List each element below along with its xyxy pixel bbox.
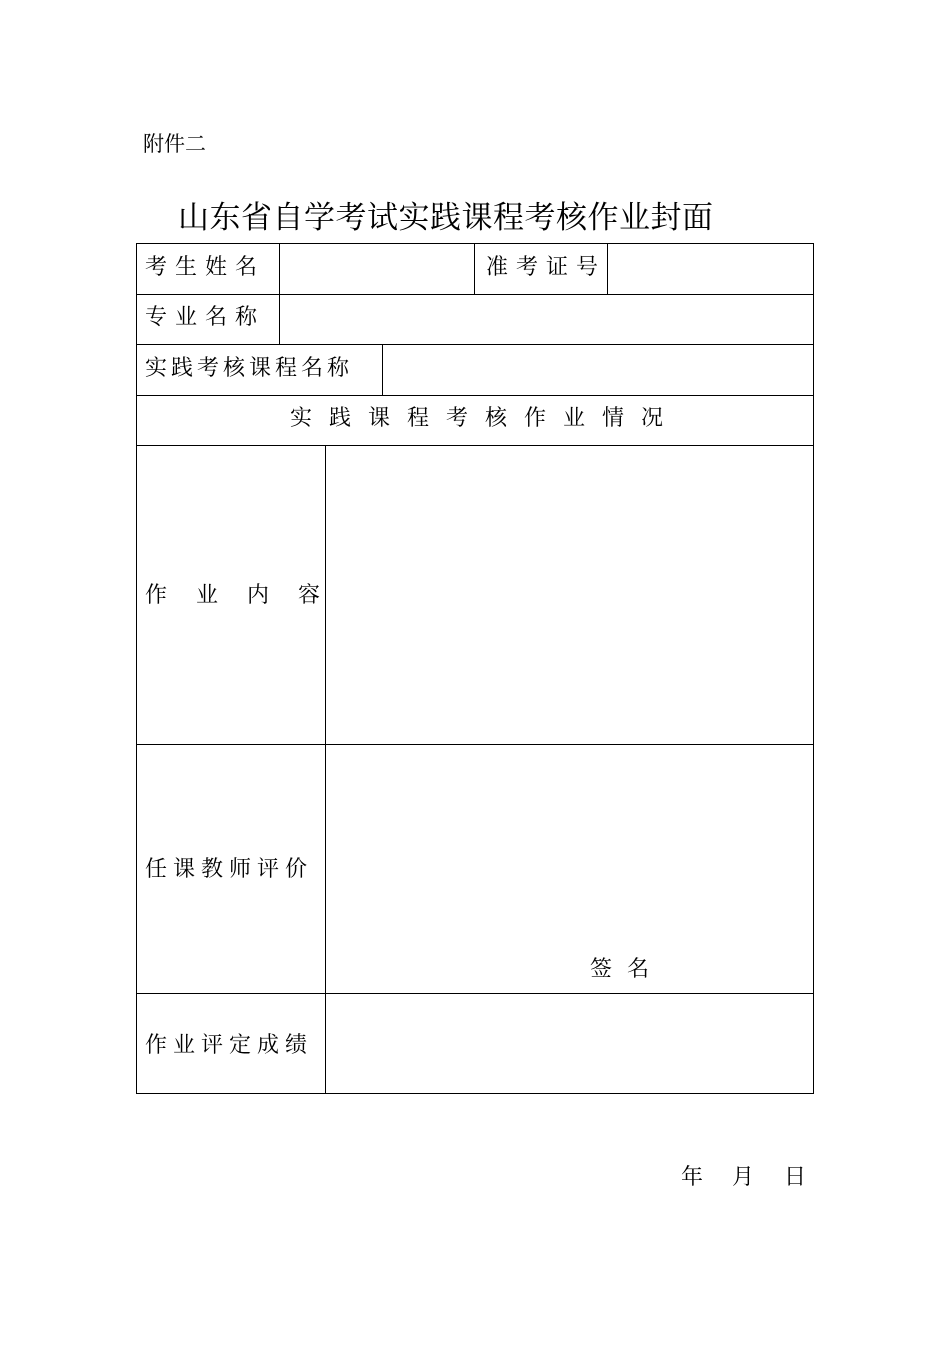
column-divider	[325, 445, 326, 1093]
row-divider	[137, 395, 813, 396]
exam-id-label: 准考证号	[486, 255, 607, 280]
row-divider	[137, 294, 813, 295]
signature-label: 签 名	[590, 957, 653, 982]
content-label: 作业内容	[145, 583, 350, 608]
cover-form	[136, 243, 814, 1094]
row-divider	[137, 445, 813, 446]
column-divider	[474, 244, 475, 294]
section-title: 实践课程考核作业情况	[290, 406, 681, 431]
column-divider	[279, 244, 280, 294]
row-divider	[137, 744, 813, 745]
date-year: 年	[681, 1165, 704, 1190]
major-label: 专业名称	[145, 305, 266, 330]
grade-label: 作业评定成绩	[145, 1033, 314, 1058]
course-name-label: 实践考核课程名称	[145, 356, 354, 381]
column-divider	[279, 294, 280, 344]
column-divider	[607, 244, 608, 294]
date-day: 日	[784, 1165, 807, 1190]
page-title: 山东省自学考试实践课程考核作业封面	[178, 200, 714, 236]
row-divider	[137, 993, 813, 994]
row-divider	[137, 344, 813, 345]
attachment-label: 附件二	[143, 132, 206, 156]
date-month: 月	[732, 1165, 755, 1190]
column-divider	[382, 344, 383, 395]
teacher-eval-label: 任课教师评价	[145, 857, 314, 882]
student-name-label: 考生姓名	[145, 255, 266, 280]
